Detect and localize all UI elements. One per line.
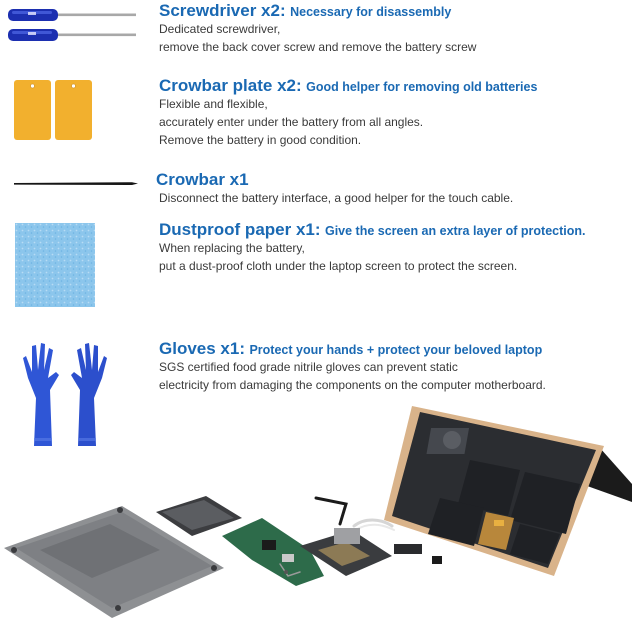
item-title bbox=[159, 2, 639, 20]
dustproof-paper-image bbox=[15, 223, 95, 307]
dustproof-line-1: When replacing the battery, bbox=[159, 241, 305, 255]
plate-2 bbox=[55, 80, 92, 140]
crowbar-plate-item bbox=[0, 70, 640, 150]
crowbar-image bbox=[12, 179, 140, 189]
crowbar-plate-subtitle: Good helper for removing old batteries bbox=[306, 80, 538, 94]
screwdriver-item bbox=[0, 0, 640, 60]
crowbar-plate-title: Crowbar plate x2: bbox=[159, 76, 302, 95]
dustproof-line-2: put a dust-proof cloth under the laptop screen to protect the screen. bbox=[159, 259, 518, 273]
screwdriver-subtitle: Necessary for disassembly bbox=[290, 5, 452, 19]
plate-1 bbox=[14, 80, 51, 140]
crowbar-item bbox=[0, 165, 640, 210]
logic-board bbox=[222, 518, 392, 586]
screwdriver-title: Screwdriver x2: bbox=[159, 1, 286, 20]
gloves-line-1: SGS certified food grade nitrile gloves can prevent static bbox=[159, 360, 458, 374]
crowbar-plate-image bbox=[14, 80, 94, 142]
screwdriver-image bbox=[6, 6, 141, 52]
speaker-module bbox=[156, 496, 242, 536]
gloves-title: Gloves x1: bbox=[159, 339, 245, 358]
screwdriver-2 bbox=[8, 29, 136, 41]
dustproof-paper-item bbox=[0, 215, 640, 310]
screwdriver-line-1: Dedicated screwdriver, bbox=[159, 22, 281, 36]
crowbar-plate-line-3: Remove the battery in good condition. bbox=[159, 133, 362, 147]
screwdriver-1 bbox=[8, 9, 136, 21]
screwdriver-line-2: remove the back cover screw and remove the battery screw bbox=[159, 40, 477, 54]
dustproof-subtitle: Give the screen an extra layer of protection. bbox=[324, 224, 586, 238]
crowbar-plate-line-1: Flexible and flexible, bbox=[159, 97, 268, 111]
laptop-teardown-image bbox=[0, 400, 640, 618]
dustproof-title: Dustproof paper x1: bbox=[159, 220, 321, 239]
crowbar-title: Crowbar x1 bbox=[156, 170, 249, 189]
crowbar-plate-line-2: accurately enter under the battery from all angles. bbox=[159, 115, 424, 129]
gloves-subtitle: Protect your hands + protect your beloved laptop bbox=[249, 343, 543, 357]
gloves-line-2: electricity from damaging the components on the computer motherboard. bbox=[159, 378, 546, 392]
crowbar-line-1: Disconnect the battery interface, a good helper for the touch cable. bbox=[159, 191, 514, 205]
